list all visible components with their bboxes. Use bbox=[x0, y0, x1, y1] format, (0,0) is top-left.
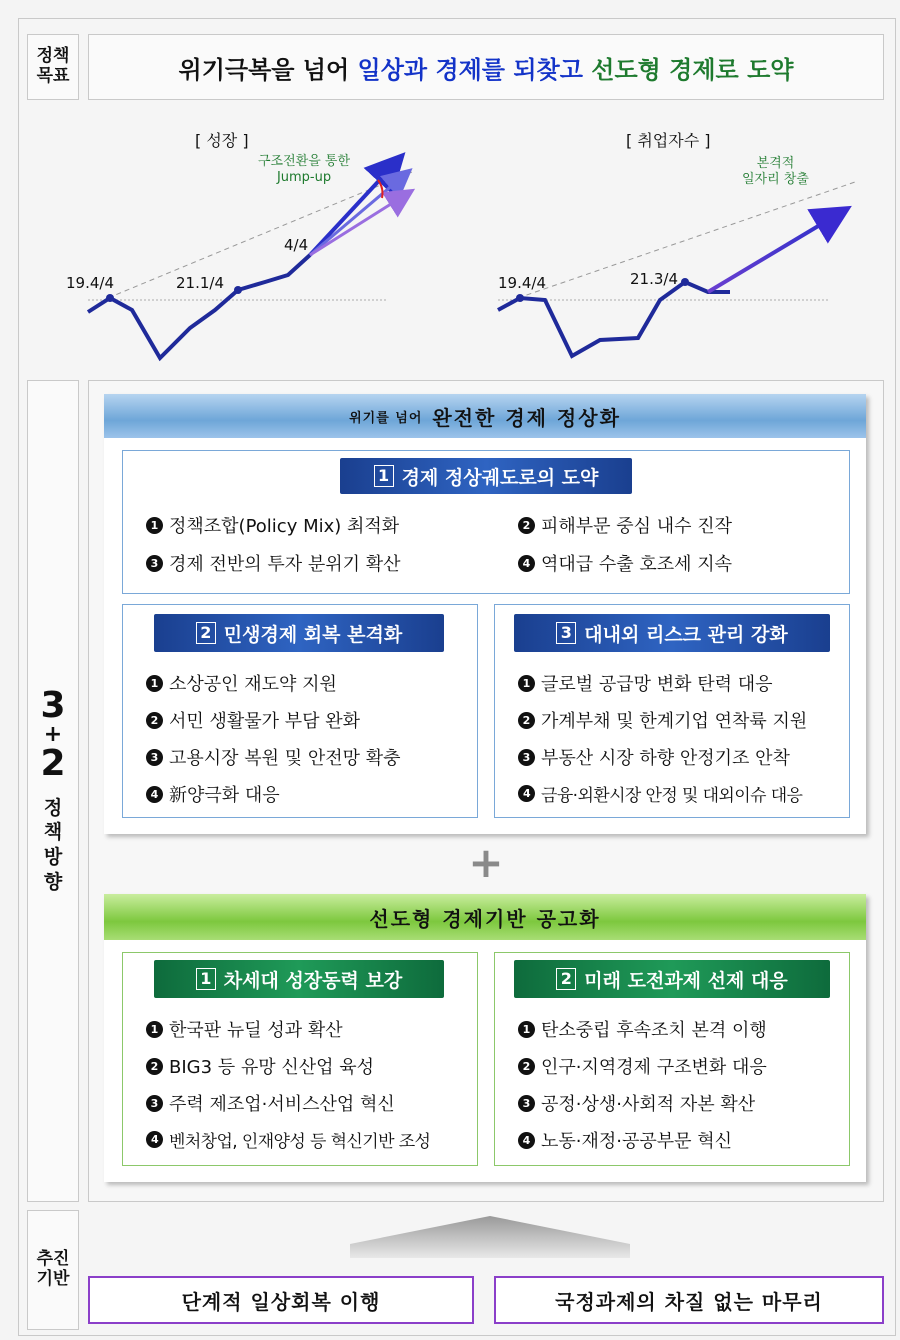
list-item: 1 한국판 뉴딜 성과 확산 bbox=[146, 1016, 343, 1042]
section-future-challenges-title: 2 미래 도전과제 선제 대응 bbox=[514, 960, 830, 998]
list-item: 2 인구·지역경제 구조변화 대응 bbox=[518, 1053, 767, 1079]
normalization-header-title: 완전한 경제 정상화 bbox=[432, 405, 621, 430]
list-item: 3 고용시장 복원 및 안전망 확충 bbox=[146, 744, 401, 770]
direction-number-top: 3 bbox=[40, 684, 66, 726]
list-item: 1 글로벌 공급망 변화 탄력 대응 bbox=[518, 670, 773, 696]
list-item: 2 가계부채 및 한계기업 연착륙 지원 bbox=[518, 707, 807, 733]
list-item: 4 역대급 수출 호조세 지속 bbox=[518, 550, 732, 576]
direction-plus: + bbox=[43, 721, 63, 747]
growth-annotation: 구조전환을 통한 Jump-up bbox=[258, 154, 351, 186]
list-item: 2 피해부문 중심 내수 진작 bbox=[518, 512, 732, 538]
growth-label-start: 19.4/4 bbox=[66, 274, 114, 292]
foundation-right-box: 국정과제의 차질 없는 마무리 bbox=[494, 1276, 884, 1324]
foundation-left-box: 단계적 일상회복 이행 bbox=[88, 1276, 474, 1324]
section-livelihood-title: 2 민생경제 회복 본격화 bbox=[154, 614, 444, 652]
employment-annotation: 본격적 일자리 창출 bbox=[742, 156, 809, 188]
goal-prefix: 위기극복을 넘어 bbox=[178, 55, 358, 84]
policy-goal-box bbox=[88, 34, 884, 100]
growth-chart-title: [ 성장 ] bbox=[195, 131, 249, 150]
list-item: 4 新양극화 대응 bbox=[146, 781, 280, 807]
list-item: 2 BIG3 등 유망 신산업 육성 bbox=[146, 1053, 374, 1079]
list-item: 1 소상공인 재도약 지원 bbox=[146, 670, 337, 696]
plus-icon: + bbox=[468, 838, 504, 887]
growth-trend-line bbox=[108, 172, 412, 298]
list-item: 4 벤처창업, 인재양성 등 혁신기반 조성 bbox=[146, 1127, 430, 1152]
normalization-header bbox=[104, 394, 866, 438]
foundation-pedestal bbox=[330, 1214, 650, 1260]
list-item: 1 정책조합(Policy Mix) 최적화 bbox=[146, 512, 399, 538]
list-item: 3 주력 제조업·서비스산업 혁신 bbox=[146, 1090, 395, 1116]
foundation-side-label: 추진 기반 bbox=[27, 1210, 79, 1330]
employment-label-mid: 21.3/4 bbox=[630, 270, 678, 288]
list-item: 3 경제 전반의 투자 분위기 확산 bbox=[146, 550, 401, 576]
section-economy-recovery-title: 1 경제 정상궤도로의 도약 bbox=[340, 458, 632, 494]
normalization-header-prefix: 위기를 넘어 bbox=[349, 410, 423, 426]
growth-line bbox=[88, 255, 310, 358]
section-growth-engine-title: 1 차세대 성장동력 보강 bbox=[154, 960, 444, 998]
list-item: 1 탄소중립 후속조치 본격 이행 bbox=[518, 1016, 767, 1042]
growth-label-end: 4/4 bbox=[284, 236, 309, 254]
goal-green-text: 선도형 경제로 도약 bbox=[591, 55, 794, 84]
employment-line bbox=[498, 282, 730, 356]
leading-economy-header: 선도형 경제기반 공고화 bbox=[104, 894, 866, 940]
goal-side-label: 정책 목표 bbox=[27, 34, 79, 100]
employment-chart-title: [ 취업자수 ] bbox=[626, 131, 711, 150]
employment-label-start: 19.4/4 bbox=[498, 274, 546, 292]
goal-blue-text: 일상과 경제를 되찾고 bbox=[357, 55, 592, 84]
direction-side-label bbox=[27, 380, 79, 1202]
section-risk-title: 3 대내외 리스크 관리 강화 bbox=[514, 614, 830, 652]
employment-arrow bbox=[708, 210, 845, 292]
list-item: 3 부동산 시장 하향 안정기조 안착 bbox=[518, 744, 790, 770]
list-item: 3 공정·상생·사회적 자본 확산 bbox=[518, 1090, 755, 1116]
direction-number-bottom: 2 bbox=[40, 742, 66, 784]
list-item: 2 서민 생활물가 부담 완화 bbox=[146, 707, 360, 733]
direction-text: 정 책 방 향 bbox=[43, 796, 63, 893]
list-item: 4 금융·외환시장 안정 및 대외이슈 대응 bbox=[518, 781, 802, 806]
growth-label-mid: 21.1/4 bbox=[176, 274, 224, 292]
list-item: 4 노동·재정·공공부문 혁신 bbox=[518, 1127, 732, 1153]
